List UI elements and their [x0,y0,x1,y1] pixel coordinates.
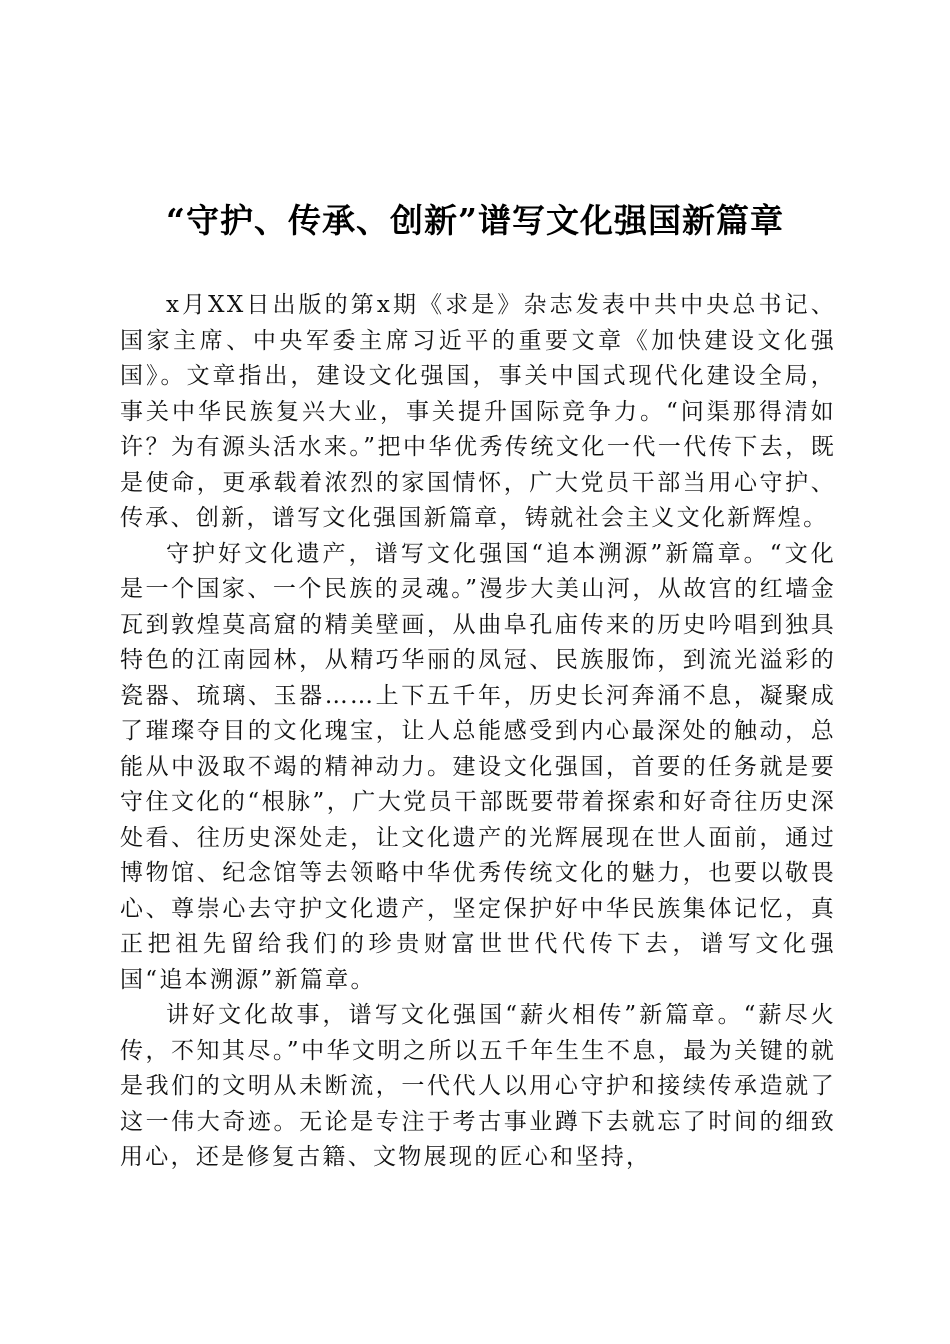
paragraph-intro: x月XX日出版的第x期《求是》杂志发表中共中央总书记、国家主席、中央军委主席习近平的重要文章《加快建设文化强国》。文章指出，建设文化强国，事关中国式现代化建设全局，事关中华民族复兴大业，事关提升国际竞争力。“问渠那得清如许？为有源头活水来。”把中华优秀传统文化一代一代传下去，既是使命，更承载着浓烈的家国情怀，广大党员干部当用心守护、传承、创新，谱写文化强国新篇章，铸就社会主义文化新辉煌。 [120,292,836,531]
paragraph-heritage: 守护好文化遗产，谱写文化强国“追本溯源”新篇章。“文化是一个国家、一个民族的灵魂。”漫步大美山河，从故宫的红墙金瓦到敦煌莫高窟的精美壁画，从曲阜孔庙传来的历史吟唱到独具特色的江南园林，从精巧华丽的凤冠、民族服饰，到流光溢彩的瓷器、琉璃、玉器……上下五千年，历史长河奔涌不息，凝聚成了璀璨夺目的文化瑰宝，让人总能感受到内心最深处的触动，总能从中汲取不竭的精神动力。建设文化强国，首要的任务就是要守住文化的“根脉”，广大党员干部既要带着探索和好奇往历史深处看、往历史深处走，让文化遗产的光辉展现在世人面前，通过博物馆、纪念馆等去领略中华优秀传统文化的魅力，也要以敬畏心、尊崇心去守护文化遗产，坚定保护好中华民族集体记忆，真正把祖先留给我们的珍贵财富世世代代传下去，谱写文化强国“追本溯源”新篇章。 [120,540,836,993]
document-title: “守护、传承、创新”谱写文化强国新篇章 [166,201,784,240]
document-body [120,288,836,1176]
paragraph-stories: 讲好文化故事，谱写文化强国“薪火相传”新篇章。“薪尽火传，不知其尽。”中华文明之所以五千年生生不息，最为关键的就是我们的文明从未断流，一代代人以用心守护和接续传承造就了这一伟大奇迹。无论是专注于考古事业蹲下去就忘了时间的细致用心，还是修复古籍、文物展现的匠心和坚持， [120,1002,836,1170]
